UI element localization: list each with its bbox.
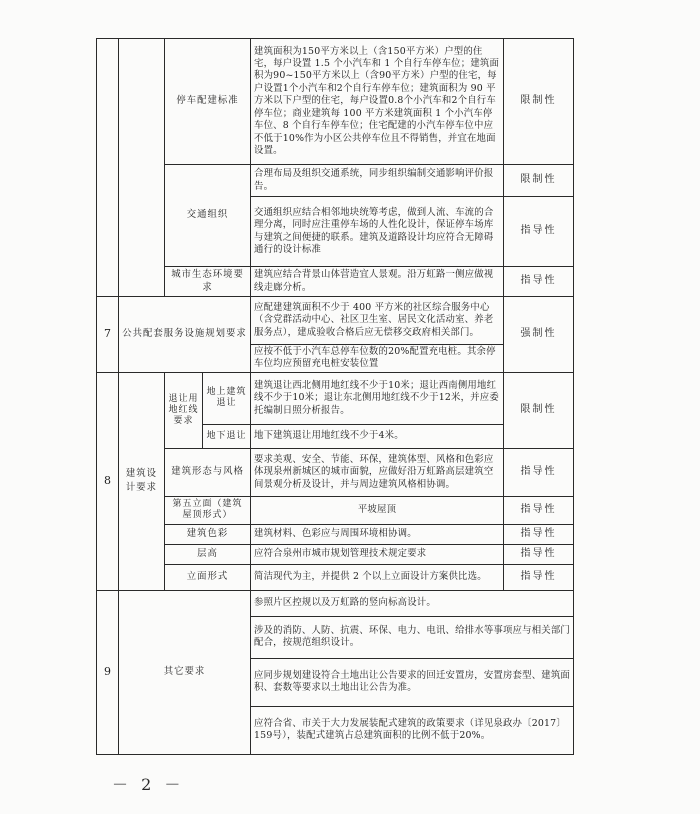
level-cell: 强制性 xyxy=(504,297,574,373)
subcategory-cell: 城市生态环境要求 xyxy=(165,267,251,297)
table-row xyxy=(97,496,574,524)
level-cell: 限制性 xyxy=(504,165,574,197)
table-row xyxy=(97,267,574,297)
subcategory-cell: 地下退让 xyxy=(203,424,251,448)
level-cell: 指导性 xyxy=(504,197,574,267)
requirement-cell: 交通组织应结合相邻地块统筹考虑，做到人流、车流的合理分离，同时应注重停车场的人性化设计，保证停车场库与建筑之间便捷的联系。建筑及道路设计均应符合无障碍通行的设计标准 xyxy=(251,197,504,267)
level-cell: 指导性 xyxy=(504,267,574,297)
section-number-cell: 9 xyxy=(97,590,119,754)
requirement-cell: 建筑应结合背景山体营造宜人景观。沿万虹路一侧应做视线走廊分析。 xyxy=(251,267,504,297)
table-row xyxy=(97,39,574,165)
subcategory-cell: 停车配建标准 xyxy=(165,39,251,165)
requirement-cell: 建筑退让西北侧用地红线不少于10米；退让西南侧用地红线不少于10米；退让东北侧用地红线不少于12米，并应委托编制日照分析报告。 xyxy=(251,372,504,424)
requirement-cell: 平坡屋顶 xyxy=(251,496,504,524)
subcategory-cell: 地上建筑退让 xyxy=(203,372,251,424)
requirement-cell: 应符合省、市关于大力发展装配式建筑的政策要求（详见泉政办〔2017〕159号），装配式建筑占总建筑面积的比例不低于20%。 xyxy=(251,706,574,754)
requirement-cell: 参照片区控规以及万虹路的竖向标高设计。 xyxy=(251,590,574,616)
requirement-cell: 要求美观、安全、节能、环保，建筑体型、风格和色彩应体现泉州新城区的城市面貌，应做好沿万虹路高层建筑空间景观分析及设计，并与周边建筑风格相协调。 xyxy=(251,448,504,496)
requirement-cell: 涉及的消防、人防、抗震、环保、电力、电讯、给排水等事项应与相关部门配合，按规范组织设计。 xyxy=(251,616,574,658)
planning-conditions-table xyxy=(96,38,574,755)
requirement-cell: 应配建建筑面积不少于 400 平方米的社区综合服务中心（含党群活动中心、社区卫生室、居民文化活动室、养老服务点），建成验收合格后应无偿移交政府相关部门。 xyxy=(251,297,504,345)
table-row xyxy=(97,372,574,424)
category-cell: 其它要求 xyxy=(119,590,251,754)
section-number-cell: 7 xyxy=(97,297,119,373)
table-row xyxy=(97,165,574,197)
table-row xyxy=(97,544,574,564)
table-row xyxy=(97,590,574,616)
level-cell: 限制性 xyxy=(504,372,574,448)
table-row xyxy=(97,297,574,345)
requirement-cell: 地下建筑退让用地红线不少于4米。 xyxy=(251,424,504,448)
table-row xyxy=(97,564,574,590)
section-number-cell xyxy=(97,39,119,297)
requirement-cell: 建筑面积为150平方米以上（含150平方米）户型的住宅，每户设置 1.5 个小汽车和 1 个自行车停车位；建筑面积为90~150平方米以上（含90平方米）户型的住宅，每户设置1个小汽车和2个自行车停车位；建筑面积为 90 平方米以下户型的住宅，每户设置0.8个小汽车和2个自行车停车位；商业建筑每 100 平方米建筑面积 1 个小汽车停车位、8 个自行车停车位；住宅配建的小汽车停车位中应不低于10%作为小区公共停车位且不得销售，并宜在地面设置。 xyxy=(251,39,504,165)
requirement-cell: 应按不低于小汽车总停车位数的20%配置充电桩。其余停车位均应预留充电桩安装位置 xyxy=(251,345,504,373)
level-cell: 限制性 xyxy=(504,39,574,165)
level-cell: 指导性 xyxy=(504,524,574,544)
level-cell: 指导性 xyxy=(504,544,574,564)
requirement-cell: 应同步规划建设符合土地出让公告要求的回迁安置房，安置房套型、建筑面积、套数等要求以土地出让公告为准。 xyxy=(251,658,574,706)
requirement-cell: 应符合泉州市城市规划管理技术规定要求 xyxy=(251,544,504,564)
category-cell xyxy=(119,39,165,297)
level-cell: 指导性 xyxy=(504,448,574,496)
table-row xyxy=(97,524,574,544)
subcategory-cell: 交通组织 xyxy=(165,165,251,267)
subcategory-cell: 建筑色彩 xyxy=(165,524,251,544)
level-cell: 指导性 xyxy=(504,496,574,524)
page-number: － 2 － xyxy=(112,775,185,794)
category-cell: 建筑设计要求 xyxy=(119,372,165,590)
table-row xyxy=(97,448,574,496)
requirement-cell: 合理布局及组织交通系统，同步组织编制交通影响评价报告。 xyxy=(251,165,504,197)
requirement-cell: 简洁现代为主，并提供 2 个以上立面设计方案供比选。 xyxy=(251,564,504,590)
level-cell: 指导性 xyxy=(504,564,574,590)
requirement-cell: 建筑材料、色彩应与周围环境相协调。 xyxy=(251,524,504,544)
subcategory-cell: 建筑形态与风格 xyxy=(165,448,251,496)
subcategory-cell: 层高 xyxy=(165,544,251,564)
section-number-cell: 8 xyxy=(97,372,119,590)
subcategory-cell: 立面形式 xyxy=(165,564,251,590)
subcategory-cell: 退让用地红线要求 xyxy=(165,372,203,448)
category-cell: 公共配套服务设施规划要求 xyxy=(119,297,251,373)
subcategory-cell: 第五立面（建筑屋顶形式） xyxy=(165,496,251,524)
